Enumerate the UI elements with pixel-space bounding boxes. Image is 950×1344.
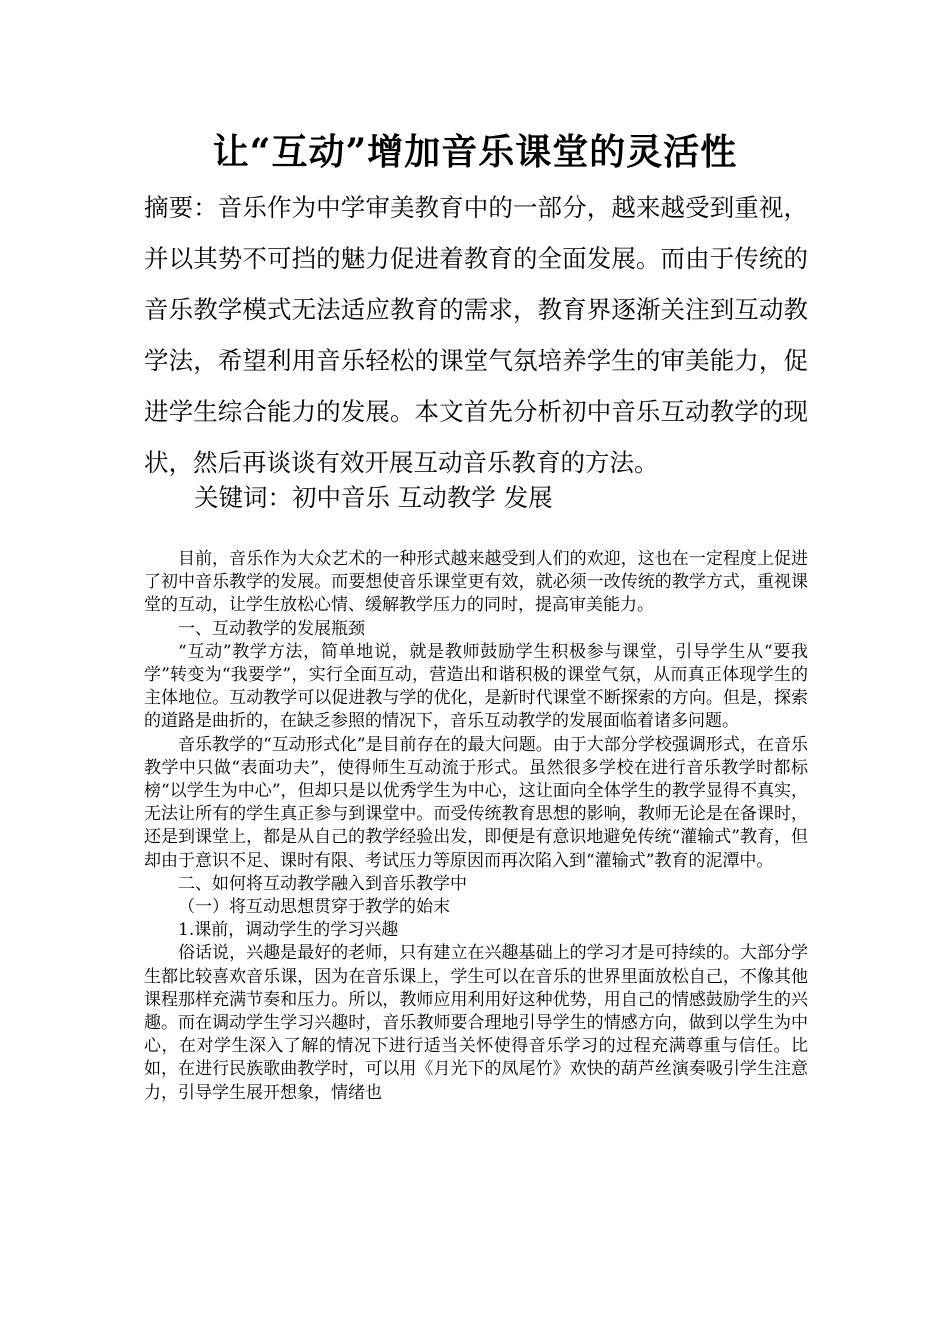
document-title: 让“互动”增加音乐课堂的灵活性 [212, 131, 738, 173]
paragraph: “互动”教学方法，简单地说，就是教师鼓励学生积极参与课堂，引导学生从“要我学”转变为“我要学”，实行全面互动，营造出和谐积极的课堂气氛，从而真正体现学生的主体地位。互动教学可以促进教与学的优化，是新时代课堂不断探索的方向。但是，探索的道路是曲折的，在缺乏参照的情况下，音乐互动教学的发展面临着诸多问题。 [144, 641, 808, 732]
paragraph: 俗话说，兴趣是最好的老师，只有建立在兴趣基础上的学习才是可持续的。大部分学生都比较喜欢音乐课，因为在音乐课上，学生可以在音乐的世界里面放松自己，不像其他课程那样充满节奏和压力。所以，教师应用利用好这种优势，用自己的情感鼓励学生的兴趣。而在调动学生学习兴趣时，音乐教师要合理地引导学生的情感方向，做到以学生为中心，在对学生深入了解的情况下进行适当关怀使得音乐学习的过程充满尊重与信任。比如，在进行民族歌曲教学时，可以用《月光下的凤尾竹》欢快的葫芦丝演奏吸引学生注意力，引导学生展开想象，情绪也 [144, 943, 808, 1103]
section-heading-1: 一、互动教学的发展瓶颈 [178, 618, 365, 639]
subsection-heading: （一）将互动思想贯穿于教学的始末 [178, 897, 450, 918]
body-text [144, 548, 808, 1105]
sub-subsection-heading: 1.课前，调动学生的学习兴趣 [178, 920, 399, 941]
section-heading-2: 二、如何将互动教学融入到音乐教学中 [178, 873, 467, 894]
paragraph-intro: 目前，音乐作为大众艺术的一种形式越来越受到人们的欢迎，这也在一定程度上促进了初中音乐教学的发展。而要想使音乐课堂更有效，就必须一改传统的教学方式，重视课堂的互动，让学生放松心情、缓解教学压力的同时，提高审美能力。 [144, 549, 808, 616]
abstract: 摘要：音乐作为中学审美教育中的一部分，越来越受到重视，并以其势不可挡的魅力促进着教育的全面发展。而由于传统的音乐教学模式无法适应教育的需求，教育界逐渐关注到互动教学法，希望利用音乐轻松的课堂气氛培养学生的审美能力，促进学生综合能力的发展。本文首先分析初中音乐互动教学的现状，然后再谈谈有效开展互动音乐教育的方法。 [144, 193, 808, 477]
paragraph: 音乐教学的“互动形式化”是目前存在的最大问题。由于大部分学校强调形式，在音乐教学中只做“表面功夫”，使得师生互动流于形式。虽然很多学校在进行音乐教学时都标榜“以学生为中心”，但却只是以优秀学生为中心，这让面向全体学生的教学显得不真实，无法让所有的学生真正参与到课堂中。而受传统教育思想的影响，教师无论是在备课时，还是到课堂上，都是从自己的教学经验出发，即便是有意识地避免传统“灌输式”教育，但却由于意识不足、课时有限、考试压力等原因而再次陷入到“灌输式”教育的泥潭中。 [144, 734, 808, 871]
keywords: 关键词：初中音乐 互动教学 发展 [194, 483, 553, 512]
